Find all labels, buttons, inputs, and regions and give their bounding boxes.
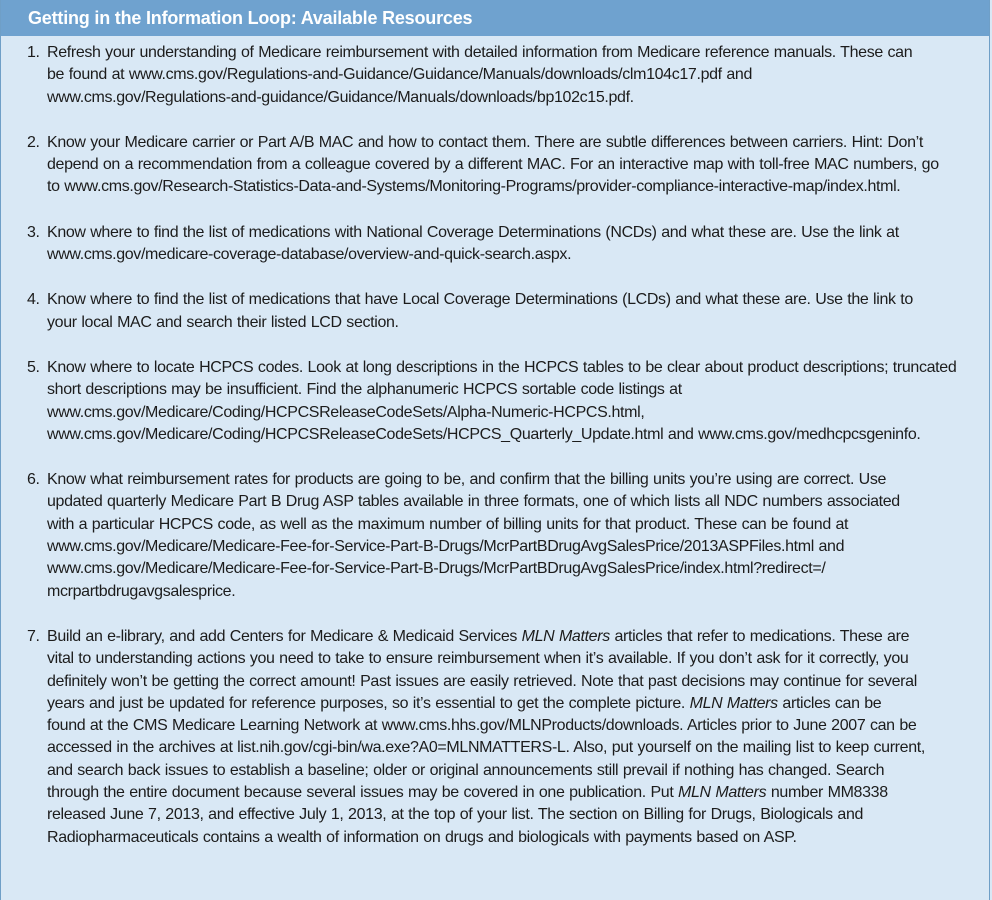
list-item: [27, 289, 967, 334]
item-line: Know your Medicare carrier or Part A/B MAC and how to contact them. There are subtle differences between carriers. Hint: Don’t: [47, 133, 923, 151]
item-line: articles that refer to medications. These are: [609, 627, 910, 645]
publication-title: MLN Matters: [521, 627, 610, 645]
item-line: mcrpartbdrugavgsalesprice.: [47, 582, 236, 600]
list-item: [27, 132, 967, 199]
item-line: Know what reimbursement rates for products are going to be, and confirm that the billing units you’re using are correct. Use: [47, 471, 887, 489]
item-number: 2.: [27, 133, 40, 151]
item-line: through the entire document because several issues may be covered in one publication. Put: [47, 784, 679, 802]
item-line: accessed in the archives at list.nih.gov/cgi-bin/wa.exe?A0=MLNMATTERS-L. Also, put yourself on the mailing list to keep current,: [47, 739, 925, 757]
item-line: Know where to find the list of medications that have Local Coverage Determinations (LCDs) and what these are. Use the link to: [47, 291, 913, 309]
list-item: [27, 357, 967, 446]
item-line: www.cms.gov/Medicare/Medicare-Fee-for-Service-Part-B-Drugs/McrPartBDrugAvgSalesPrice/index.html?redirect=/: [47, 560, 826, 578]
item-line: vital to understanding actions you need to take to ensure reimbursement when it’s available. If you don’t ask for it correctly, you: [47, 650, 909, 668]
box-title: Getting in the Information Loop: Available Resources: [1, 0, 989, 36]
list-item: [27, 626, 967, 849]
list-item: [27, 469, 967, 603]
item-line: your local MAC and search their listed LCD section.: [47, 313, 399, 331]
item-line: depend on a recommendation from a colleague covered by a different MAC. For an interactive map with toll-free MAC numbers, go: [47, 156, 939, 174]
item-number: 4.: [27, 291, 40, 309]
list-item: [27, 42, 967, 109]
item-line: www.cms.gov/medicare-coverage-database/overview-and-quick-search.aspx.: [47, 246, 572, 264]
item-number: 3.: [27, 223, 40, 241]
item-line: Radiopharmaceuticals contains a wealth of information on drugs and biologicals with payments based on ASP.: [47, 828, 797, 846]
item-line: www.cms.gov/Regulations-and-guidance/Guidance/Manuals/downloads/bp102c15.pdf.: [47, 88, 634, 106]
item-line: years and just be updated for reference purposes, so it’s essential to get the complete picture.: [47, 694, 690, 712]
item-line: www.cms.gov/Medicare/Medicare-Fee-for-Service-Part-B-Drugs/McrPartBDrugAvgSalesPrice/2013ASPFiles.html and: [47, 538, 845, 556]
item-line: www.cms.gov/Medicare/Coding/HCPCSReleaseCodeSets/HCPCS_Quarterly_Update.html and www.cms.gov/medhcpcsgeninfo.: [47, 425, 921, 443]
item-line: articles can be: [777, 694, 882, 712]
item-line: Refresh your understanding of Medicare reimbursement with detailed information from Medicare reference manuals. These can: [47, 44, 913, 61]
item-line: Know where to find the list of medications with National Coverage Determinations (NCDs) and what these are. Use the link at: [47, 223, 899, 241]
item-line: Know where to locate HCPCS codes. Look at long descriptions in the HCPCS tables to be clear about product descriptions; truncated: [47, 358, 957, 376]
item-line: definitely won’t be getting the correct amount! Past issues are easily retrieved. Note that past decisions may continue for several: [47, 672, 917, 690]
item-line: found at the CMS Medicare Learning Network at www.cms.hhs.gov/MLNProducts/downloads. Articles prior to June 2007 can be: [47, 717, 917, 735]
item-number: 7.: [27, 627, 40, 645]
publication-title: MLN Matters: [678, 784, 767, 802]
item-line: and search back issues to establish a baseline; older or original announcements still prevail if nothing has changed. Search: [47, 761, 885, 779]
item-line: with a particular HCPCS code, as well as the maximum number of billing units for that product. These can be found at: [47, 515, 849, 533]
resource-list: [1, 42, 989, 849]
item-line: short descriptions may be insufficient. Find the alphanumeric HCPCS sortable code listings at: [47, 381, 682, 399]
list-item: [27, 222, 967, 267]
item-line: updated quarterly Medicare Part B Drug ASP tables available in three formats, one of which lists all NDC numbers associated: [47, 493, 900, 511]
item-line: released June 7, 2013, and effective July 1, 2013, at the top of your list. The section on Billing for Drugs, Biologicals and: [47, 806, 864, 824]
item-number: 5.: [27, 358, 40, 376]
item-line: to www.cms.gov/Research-Statistics-Data-and-Systems/Monitoring-Programs/provider-compliance-interactive-map/index.html.: [47, 178, 901, 196]
item-number: 6.: [27, 471, 40, 489]
item-line: www.cms.gov/Medicare/Coding/HCPCSReleaseCodeSets/Alpha-Numeric-HCPCS.html,: [47, 403, 645, 421]
item-line: number MM8338: [766, 784, 888, 802]
publication-title: MLN Matters: [689, 694, 778, 712]
item-line: be found at www.cms.gov/Regulations-and-Guidance/Guidance/Manuals/downloads/clm104c17.pdf and: [47, 66, 753, 84]
item-number: 1.: [27, 44, 40, 61]
item-line: Build an e-library, and add Centers for Medicare & Medicaid Services: [47, 627, 522, 645]
